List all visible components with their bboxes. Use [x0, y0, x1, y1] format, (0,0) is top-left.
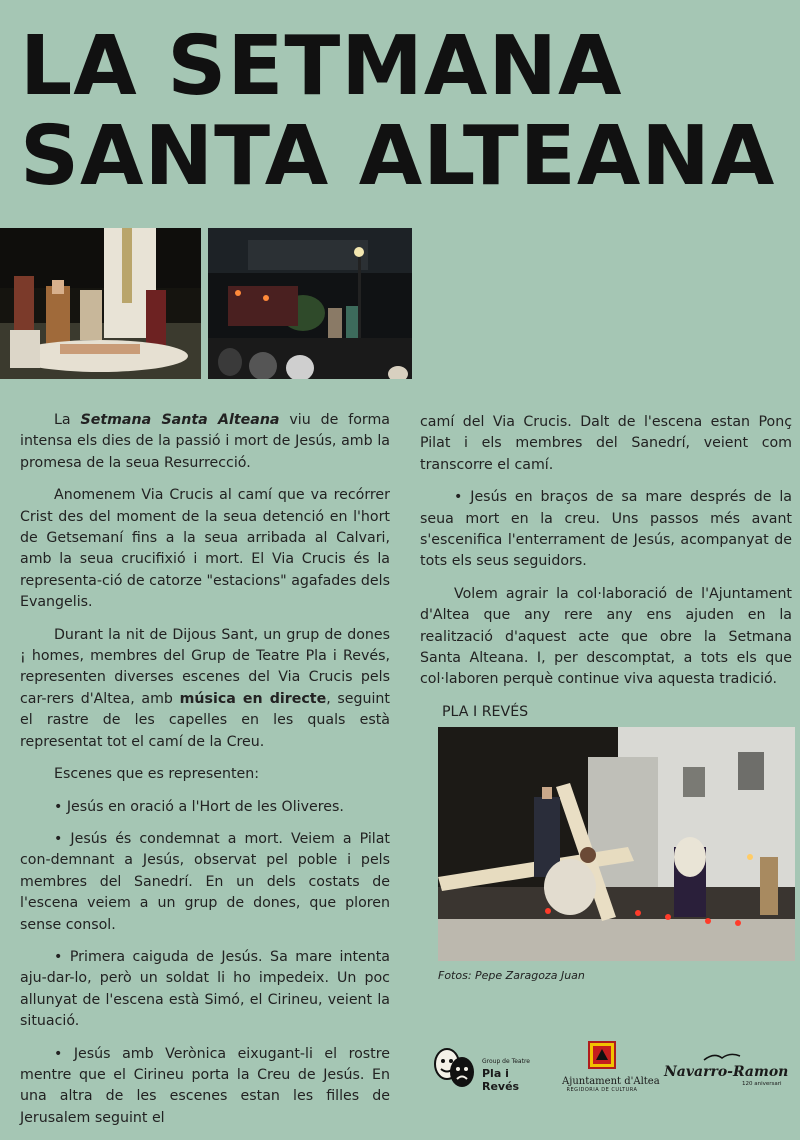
- logo-teatre-pla-i-reves: [432, 1046, 542, 1091]
- coat-of-arms-icon: [587, 1040, 617, 1070]
- article-left-column: [20, 410, 390, 1140]
- scene-item: • Jesús en oració a l'Hort de les Oliveres.: [54, 798, 344, 815]
- photo-street-procession: [208, 228, 412, 379]
- teatre-name: Pla i Revés: [482, 1067, 520, 1093]
- paragraph: Durant la nit de Dijous Sant, un grup de dones ¡ homes, membres del Grup de Teatre Pla i Revés, representen diverses escenes del Via Crucis pels car-rers d'Altea, amb música en directe, seguint el rastre de les capelles en les quals està representat tot el camí de la Creu.: [20, 626, 390, 750]
- logo-ajuntament-altea: [562, 1040, 660, 1098]
- signature: PLA I REVÉS: [442, 703, 529, 720]
- logo-navarro-ramon: [662, 1050, 790, 1090]
- photo-carrying-cross: [438, 727, 795, 961]
- emphasis-title: Setmana Santa Alteana: [80, 412, 280, 428]
- paragraph: Volem agrair la col·laboració de l'Ajuntament d'Altea que any rere any ens ajuden en la realització d'aquest acte que obre la Setmana Santa Alteana. I, per descomptat, a tots els que col·laboren perquè continue viva aquesta tradició.: [420, 585, 792, 688]
- scene-item: • Primera caiguda de Jesús. Sa mare intenta aju-dar-lo, però un soldat li ho impedeix. Un poc allunyat de l'escena està Simó, el Cirineu, veient la situació.: [20, 948, 390, 1030]
- teatre-group-label: Group de Teatre: [482, 1058, 530, 1065]
- theatre-masks-icon: [432, 1046, 478, 1091]
- title-line-2: SANTA ALTEANA: [20, 109, 776, 204]
- paragraph: Escenes que es representen:: [54, 766, 260, 783]
- sponsor-logos: [430, 1040, 790, 1100]
- altea-department: REGIDORIA DE CULTURA: [566, 1087, 638, 1093]
- paragraph: camí del Via Crucis. Dalt de l'escena estan Ponç Pilat i els membres del Sanedrí, veient com transcorre el camí.: [420, 414, 792, 473]
- altea-name: Ajuntament d'Altea: [562, 1076, 660, 1087]
- bird-flourish-icon: [702, 1050, 742, 1064]
- photo-credit: Fotos: Pepe Zaragoza Juan: [438, 969, 585, 982]
- photo-procession-burial: [0, 228, 201, 379]
- paragraph: La Setmana Santa Alteana viu de forma intensa els dies de la passió i mort de Jesús, amb la promesa de la seua Resurrecció.: [20, 412, 390, 471]
- paragraph: Anomenem Via Crucis al camí que va recórrer Crist des del moment de la seua detenció en l'hort de Getsemaní fins a la seua arribada al Calvari, amb la seua crucifixió i mort. El Via Crucis és la representa-ció de catorze "estacions" agafades dels Evangelis.: [20, 487, 390, 611]
- scene-item: • Jesús és condemnat a mort. Veiem a Pilat con-demnant a Jesús, observat pel poble i pels membres del Sanedrí. En un dels costats de l'escena veiem a un grup de dones, que ploren sense consol.: [20, 830, 390, 933]
- navarro-ramon-brand: Navarro-Ramon: [664, 1064, 789, 1080]
- scene-item: • Jesús en braços de sa mare després de la seua mort en la creu. Uns passos més avant s'escenifica l'enterrament de Jesús, acompanyat de tots els seus seguidors.: [420, 489, 792, 570]
- scene-item: • Jesús amb Verònica eixugant-li el rostre mentre que el Cirineu porta la Creu de Jesús. En una altra de les escenes estan les filles de Jerusalem seguint el: [20, 1045, 390, 1126]
- title-line-1: LA SETMANA: [20, 19, 623, 114]
- article-right-column: [420, 412, 792, 734]
- emphasis-music: música en directe: [179, 690, 327, 707]
- page-title: [20, 19, 776, 204]
- anniversary-label: 120 aniversari: [742, 1081, 782, 1087]
